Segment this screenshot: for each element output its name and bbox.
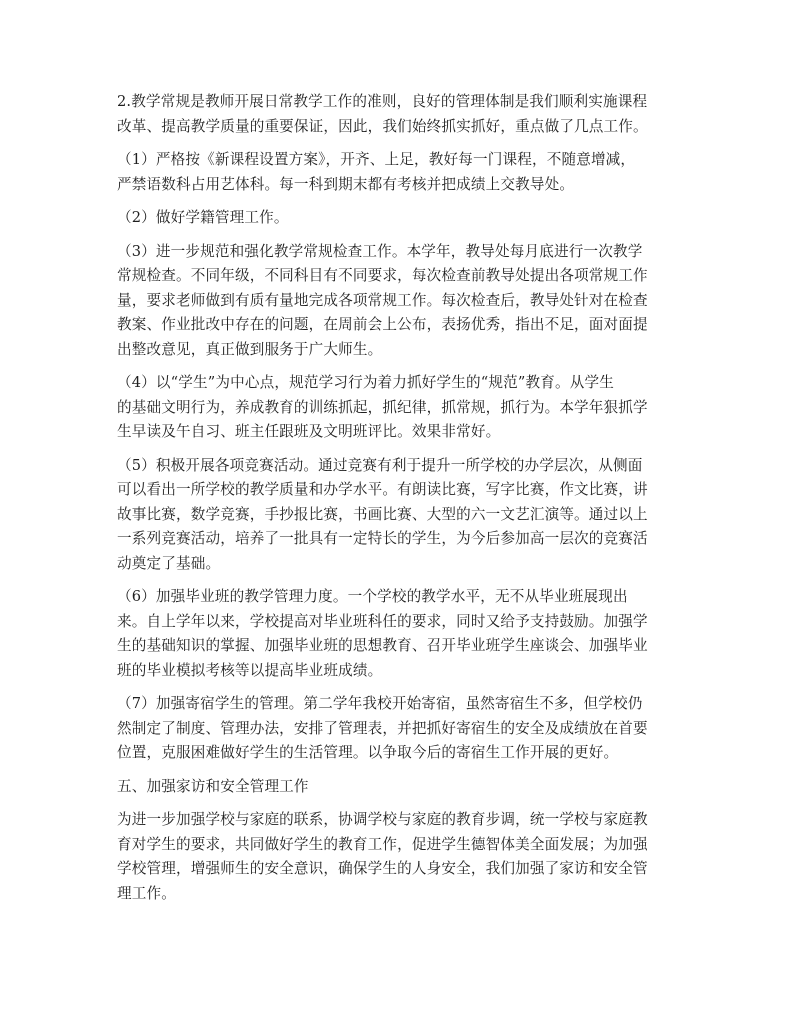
text-line: 五、加强家访和安全管理工作 [117,777,309,795]
paragraph [117,240,686,363]
text-line: 严禁语数科占用艺体科。每一科到期末都有考核并把成绩上交教导处。 [117,175,575,193]
text-line: 教案、作业批改中存在的问题，在周前会上公布，表扬优秀，指出不足，面对面提 [117,316,648,333]
text-line: （1）严格按《新课程设置方案》，开齐、上足，教好每一门课程，不随意增减， [117,151,636,168]
paragraph [117,585,686,683]
text-line: 育对学生的要求，共同做好学生的教育工作，促进学生德智体美全面发展；为加强 [117,835,648,853]
text-line: （5）积极开展各项竞赛活动。通过竞赛有利于提升一所学校的办学层次，从侧面 [117,456,643,474]
text-line: （6）加强毕业班的教学管理力度。一个学校的教学水平，无不从毕业班展现出 [117,588,628,605]
paragraph [117,454,686,577]
paragraph [117,206,686,231]
text-line: 一系列竞赛活动，培养了一批具有一定特长的学生，为今后参加高一层次的竞赛活 [117,530,648,547]
paragraph [117,775,686,800]
text-line: （2）做好学籍管理工作。 [117,209,289,226]
text-line: 生早读及午自习、班主任跟班及文明班评比。效果非常好。 [117,423,501,440]
text-line: 动奠定了基础。 [117,554,221,572]
paragraph [117,148,686,197]
text-line: 的基础文明行为，养成教育的训练抓起，抓纪律，抓常规，抓行为。本学年狠抓学 [117,398,648,416]
text-line: （3）进一步规范和强化教学常规检查工作。本学年，教导处每月底进行一次教学 [117,242,643,260]
text-line: 位置，克服困难做好学生的生活管理。以争取今后的寄宿生工作开展的更好。 [117,744,619,761]
text-line: 班的毕业模拟考核等以提高毕业班成绩。 [117,661,383,679]
text-line: 来。自上学年以来，学校提高对毕业班科任的要求，同时又给予支持鼓励。加强学 [117,612,648,630]
text-line: 然制定了制度、管理办法，安排了管理表，并把抓好寄宿生的安全及成绩放在首要 [117,719,648,737]
text-line: 常规检查。不同年级，不同科目有不同要求，每次检查前教导处提出各项常规工作 [117,267,648,284]
paragraph [117,808,686,906]
paragraph [117,692,686,766]
document-body [117,90,686,906]
text-line: 理工作。 [117,884,176,902]
paragraph [117,371,686,445]
text-line: 量，要求老师做到有质有量地完成各项常规工作。每次检查后，教导处针对在检查 [117,291,648,309]
paragraph [117,90,686,139]
text-line: （7）加强寄宿学生的管理。第二学年我校开始寄宿，虽然寄宿生不多，但学校仍 [117,695,643,712]
text-line: 为进一步加强学校与家庭的联系，协调学校与家庭的教育步调，统一学校与家庭教 [117,811,648,828]
text-line: 生的基础知识的掌握、加强毕业班的思想教育、召开毕业班学生座谈会、加强毕业 [117,637,648,654]
text-line: 可以看出一所学校的教学质量和办学水平。有朗读比赛，写字比赛，作文比赛，讲 [117,481,648,498]
text-line: 2.教学常规是教师开展日常教学工作的准则，良好的管理体制是我们顺利实施课程 [117,93,648,110]
text-line: 改革、提高教学质量的重要保证，因此，我们始终抓实抓好，重点做了几点工作。 [117,117,648,135]
text-line: 出整改意见，真正做到服务于广大师生。 [117,340,383,358]
text-line: 故事比赛，数学竞赛，手抄报比赛，书画比赛、大型的六一文艺汇演等。通过以上 [117,505,648,523]
text-line: 学校管理，增强师生的安全意识，确保学生的人身安全，我们加强了家访和安全管 [117,860,648,877]
text-line: （4）以“学生”为中心点，规范学习行为着力抓好学生的“规范”教育。从学生 [117,374,614,391]
